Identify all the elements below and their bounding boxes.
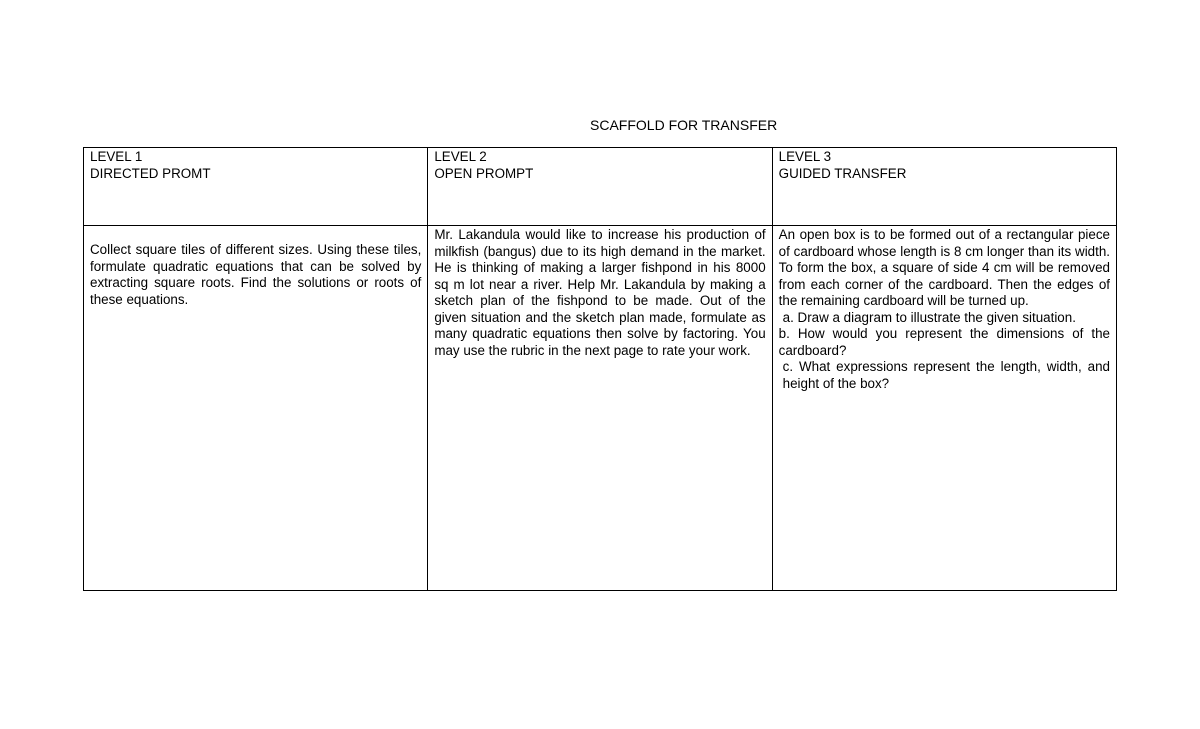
level-3-name: LEVEL 3 — [778, 149, 832, 164]
level-3-question-a: a. Draw a diagram to illustrate the given situation. — [782, 309, 1076, 325]
level-3-body-cell — [772, 226, 1116, 591]
level-3-question-b: b. How would you represent the dimensions of the cardboard? — [778, 326, 1110, 358]
level-3-kind: GUIDED TRANSFER — [778, 165, 907, 181]
table-body-row — [84, 226, 1117, 591]
level-2-text: Mr. Lakandula would like to increase his production of milkfish (bangus) due to its high demand in the market. He is thinking of making a larger fishpond in his 8000 sq m lot near a river. Help Mr. Lakandula by making a sketch plan of the fishpond to be made. Out of the given situation and the sketch plan made, formulate as many quadratic equations then solve by factoring. You may use the rubric in the next page to rate your work. — [434, 227, 766, 358]
document-title: SCAFFOLD FOR TRANSFER — [590, 117, 778, 133]
level-1-header-cell — [84, 148, 428, 226]
level-3-text: An open box is to be formed out of a rectangular piece of cardboard whose length is 8 cm longer than its width. To form the box, a square of side 4 cm will be removed from each corner of the cardboard. Then the edges of the remaining cardboard will be turned up. — [778, 227, 1110, 308]
level-1-body-cell — [84, 226, 428, 591]
level-1-text: Collect square tiles of different sizes. Using these tiles, formulate quadratic equations that can be solved by extracting square roots. Find the solutions or roots of these equations. — [90, 242, 422, 307]
level-1-kind: DIRECTED PROMT — [90, 165, 211, 181]
table-header-row — [84, 148, 1117, 226]
level-3-question-c: c. What expressions represent the length, width, and height of the box? — [782, 359, 1110, 391]
level-2-name: LEVEL 2 — [434, 149, 487, 164]
level-2-body-cell — [428, 226, 772, 591]
level-2-header-cell — [428, 148, 772, 226]
level-1-name: LEVEL 1 — [90, 149, 143, 164]
level-2-kind: OPEN PROMPT — [434, 165, 534, 181]
scaffold-table — [83, 147, 1117, 591]
level-3-header-cell — [772, 148, 1116, 226]
